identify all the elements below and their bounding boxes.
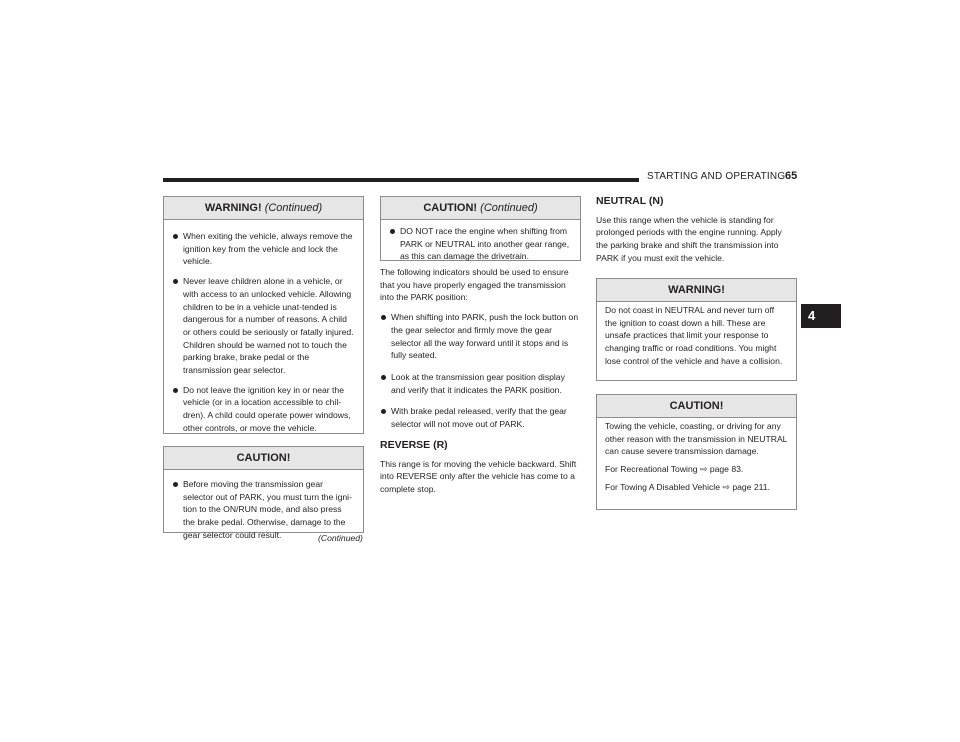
reverse-heading: REVERSE (R)	[380, 439, 448, 451]
caution-box-header	[164, 447, 363, 470]
ref-page: page 211.	[732, 481, 770, 492]
ref-label: For Towing A Disabled Vehicle	[605, 481, 720, 492]
warning-box-right	[596, 278, 797, 381]
warning-title: WARNING!	[204, 202, 262, 214]
chapter-tab: 4	[801, 304, 841, 328]
warning-item: Never leave children alone in a vehicle, or with access to an unlocked vehicle. Allowing children to be in a vehicle unat-tended is dangerous for a number of reasons. A child or others could be seriously or fatally injured. Children should be warned not to touch the parking brake, brake pedal or the transmission gear selector.	[172, 275, 355, 377]
reverse-section	[380, 439, 580, 496]
neutral-text: Use this range when the vehicle is standing for prolonged periods with the engine running. Apply the parking brake and shift the transmission into PARK if you must exit the vehicle.	[596, 214, 782, 263]
caution-right-header	[597, 395, 796, 418]
arrow-right-icon: ⇨	[699, 464, 708, 475]
warning-box-header	[164, 197, 363, 220]
warning-right-title: WARNING!	[668, 284, 725, 296]
caution-continued-item: DO NOT race the engine when shifting from PARK or NEUTRAL into another gear range, as this can damage the drivetrain.	[389, 225, 572, 263]
warning-right-text: Do not coast in NEUTRAL and never turn off the ignition to coast down a hill. These are unsafe practices that limit your response to changing traffic or road conditions. You might lose control of the vehicle and have a collision.	[605, 305, 783, 366]
caution-continued-suffix: (Continued)	[480, 202, 538, 214]
page-number: 65	[785, 170, 798, 182]
caution-right-text: Towing the vehicle, coasting, or driving for any other reason with the transmission in NEUTRAL can cause severe transmission damage.	[605, 421, 788, 457]
warning-item: Do not leave the ignition key in or near the vehicle (or in a location accessible to chil-dren). A child could operate power windows, other controls, or move the vehicle.	[172, 384, 355, 435]
reverse-text: This range is for moving the vehicle backward. Shift into REVERSE only after the vehicle has come to a complete stop.	[380, 458, 577, 495]
warning-title-suffix: (Continued)	[264, 202, 323, 214]
arrow-right-icon: ⇨	[722, 481, 730, 492]
caution-box-continued	[380, 196, 581, 261]
towing-reference[interactable]	[605, 481, 788, 494]
park-indicator-item: With brake pedal released, verify that the gear selector will not move out of PARK.	[380, 405, 580, 430]
section-title: STARTING AND OPERATING	[647, 171, 786, 182]
caution-box-right	[596, 394, 797, 510]
caution-continued-header	[381, 197, 580, 220]
warning-box-continued	[163, 196, 364, 434]
caution-item: Before moving the transmission gear selector out of PARK, you must turn the igni-tion to the ON/RUN mode, and also press the brake pedal. Otherwise, damage to the gear selector could result.	[172, 478, 355, 542]
park-indicator-item: When shifting into PARK, push the lock button on the gear selector and firmly move the gear selector all the way forward until it stops and is fully seated.	[380, 311, 580, 362]
continued-footer: (Continued)	[318, 533, 363, 543]
park-indicators-intro: The following indicators should be used to ensure that you have properly engaged the transmission into the PARK position:	[380, 267, 569, 303]
header-rule	[163, 178, 639, 182]
neutral-section	[596, 195, 796, 265]
ref-label: For Recreational Towing	[605, 464, 698, 475]
ref-page: page 83.	[709, 464, 744, 475]
towing-reference[interactable]	[605, 463, 788, 476]
caution-title: CAUTION!	[236, 452, 291, 464]
caution-continued-title: CAUTION!	[423, 202, 478, 214]
park-indicator-item: Look at the transmission gear position display and verify that it indicates the PARK position.	[380, 371, 580, 396]
neutral-heading: NEUTRAL (N)	[596, 195, 664, 207]
park-indicators-section	[380, 266, 580, 438]
caution-right-title: CAUTION!	[669, 400, 724, 412]
warning-right-header	[597, 279, 796, 302]
warning-item: When exiting the vehicle, always remove the ignition key from the vehicle and lock the vehicle.	[172, 230, 355, 268]
